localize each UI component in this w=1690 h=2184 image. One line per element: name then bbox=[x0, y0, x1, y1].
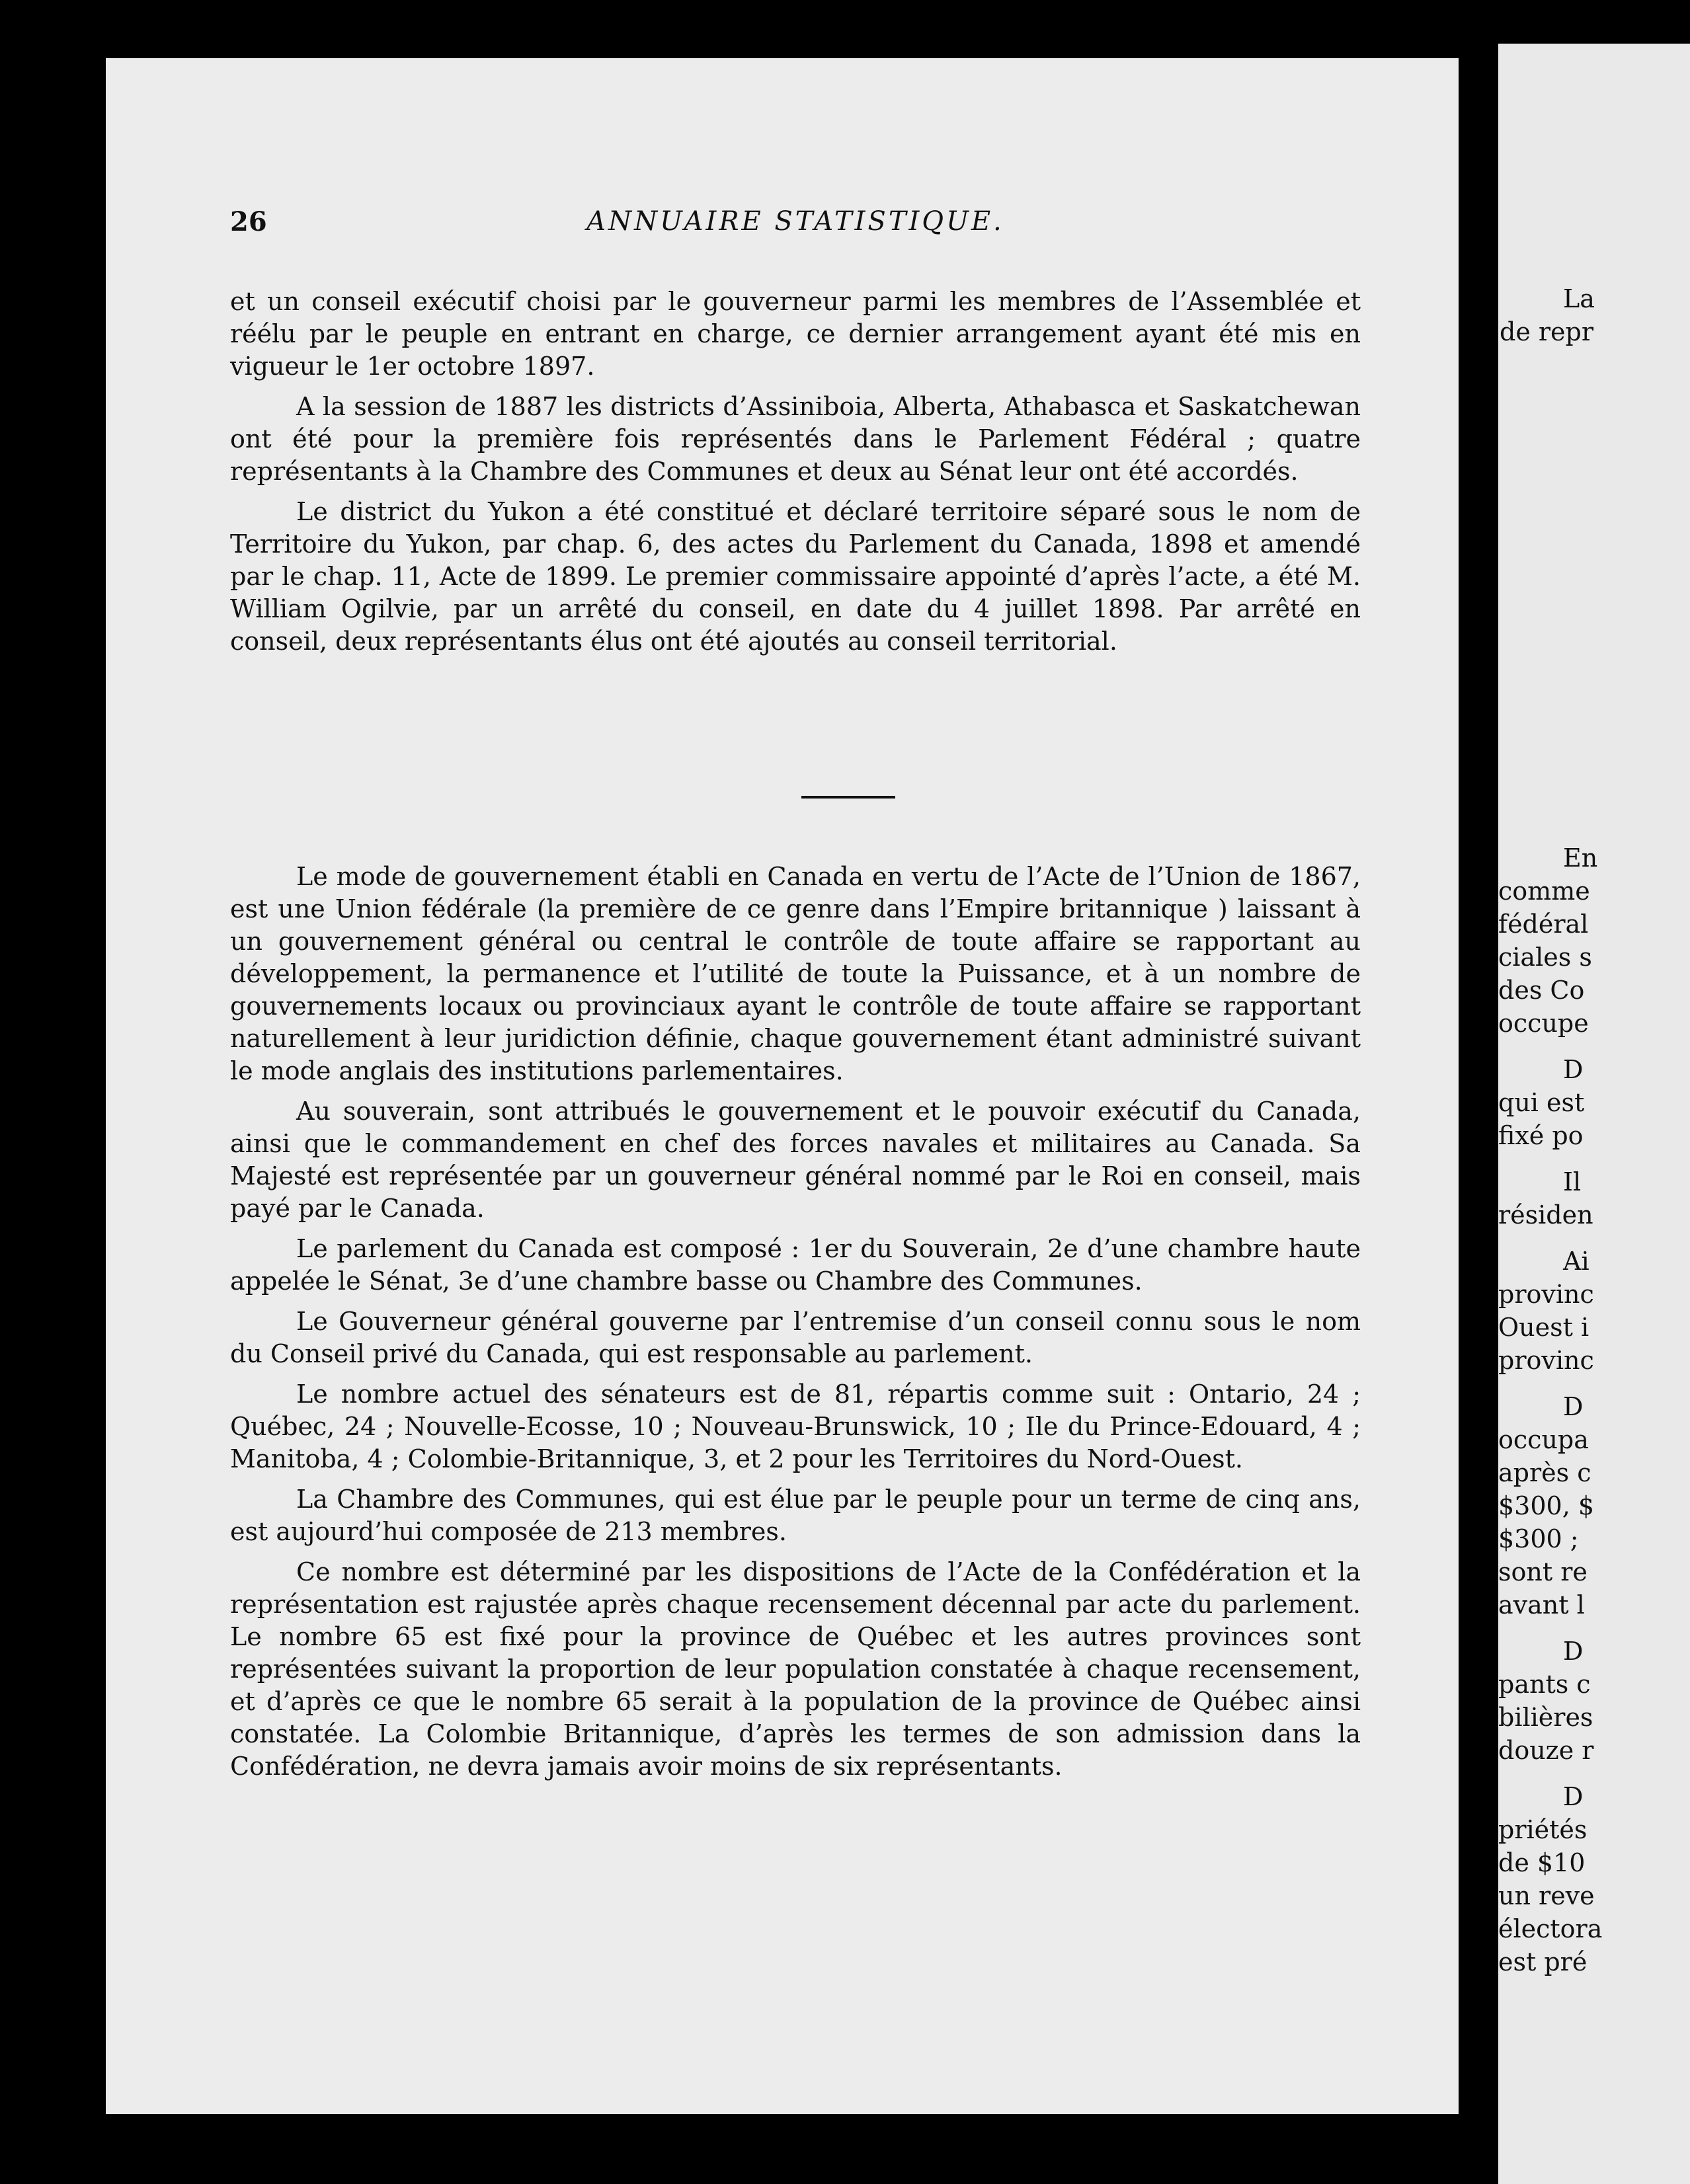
paragraph: La Chambre des Communes, qui est élue par le peuple pour un terme de cinq ans, est aujourd’hui composée de 213 membres. bbox=[230, 1485, 1361, 1546]
paragraph: Ce nombre est déterminé par les dispositions de l’Acte de la Confédération et la représentation est rajustée après chaque recensement décennal par acte du parlement. Le nombre 65 est fixé pour la province de Québec et les autres provinces sont représentées suivant la proportion de leur population constatée à chaque recensement, et d’après ce que le nombre 65 serait à la population de la province de Québec ainsi constatée. La Colombie Britannique, d’après les termes de son admission dans la Confédération, ne devra jamais avoir moins de six représentants. bbox=[230, 1557, 1361, 1781]
paragraph: Le district du Yukon a été constitué et déclaré territoire séparé sous le nom de Territoire du Yukon, par chap. 6, des actes du Parlement du Canada, 1898 et amendé par le chap. 11, Acte de 1899. Le premier commissaire appointé d’après l’acte, a été M. William Ogilvie, par un arrêté du conseil, en date du 4 juillet 1898. Par arrêté en conseil, deux représentants élus ont été ajoutés au conseil territorial. bbox=[230, 497, 1361, 656]
right-page-line: Ai bbox=[1563, 1247, 1589, 1276]
right-page-line: D bbox=[1563, 1055, 1584, 1084]
paragraph: Le Gouverneur général gouverne par l’entremise d’un conseil connu sous le nom du Conseil privé du Canada, qui est responsable au parlement. bbox=[230, 1307, 1361, 1368]
right-page-line: occupe bbox=[1498, 1009, 1589, 1038]
paragraph: Le nombre actuel des sénateurs est de 81, répartis comme suit : Ontario, 24 ; Québec, 24 ; Nouvelle-Ecosse, 10 ; Nouveau-Brunswick, 10 ; Ile du Prince-Edouard, 4 ; Manitoba, 4 ; Colombie-Britannique, 3, et 2 pour les Territoires du Nord-Ouest. bbox=[230, 1380, 1361, 1473]
right-page-line: Ouest i bbox=[1498, 1313, 1589, 1342]
right-page-line: avant l bbox=[1498, 1590, 1585, 1619]
right-page-line: résiden bbox=[1498, 1200, 1593, 1229]
right-page-line: de repr bbox=[1500, 317, 1594, 346]
page-gutter bbox=[1459, 46, 1498, 2184]
paragraph: Au souverain, sont attribués le gouvernement et le pouvoir exécutif du Canada, ainsi que le commandement en chef des forces navales et militaires au Canada. Sa Majesté est représentée par un gouverneur général nommé par le Roi en conseil, mais payé par le Canada. bbox=[230, 1097, 1361, 1223]
section-territories bbox=[230, 286, 1361, 666]
right-page-line: des Co bbox=[1498, 976, 1585, 1005]
right-page-line: bilières bbox=[1498, 1703, 1593, 1732]
right-page-line: après c bbox=[1498, 1458, 1591, 1487]
right-page-line: La bbox=[1563, 284, 1595, 313]
right-page-line: $300, $ bbox=[1498, 1491, 1595, 1520]
right-page-line: D bbox=[1563, 1637, 1584, 1666]
right-page-line: Il bbox=[1563, 1167, 1582, 1196]
right-page-line: électora bbox=[1498, 1914, 1603, 1943]
right-page-line: est pré bbox=[1498, 1947, 1588, 1976]
right-page-line: douze r bbox=[1498, 1736, 1594, 1765]
right-page-line: pants c bbox=[1498, 1670, 1591, 1699]
right-page-line: En bbox=[1563, 843, 1598, 873]
right-page-line: un reve bbox=[1498, 1881, 1595, 1910]
right-page-line: qui est bbox=[1498, 1088, 1585, 1117]
running-title: ANNUAIRE STATISTIQUE. bbox=[586, 206, 1004, 237]
page-header bbox=[230, 206, 1361, 246]
right-page-line: $300 ; bbox=[1498, 1524, 1579, 1553]
right-page-line: occupa bbox=[1498, 1425, 1589, 1454]
paragraph: A la session de 1887 les districts d’Assiniboia, Alberta, Athabasca et Saskatchewan ont été pour la première fois représentés dans le Parlement Fédéral ; quatre représentants à la Chambre des Communes et deux au Sénat leur ont été accordés. bbox=[230, 392, 1361, 486]
paragraph: et un conseil exécutif choisi par le gouverneur parmi les membres de l’Assemblée et réélu par le peuple en entrant en charge, ce dernier arrangement ayant été mis en vigueur le 1er octobre 1897. bbox=[230, 287, 1361, 381]
right-page-line: sont re bbox=[1498, 1557, 1588, 1586]
right-page-line: D bbox=[1563, 1392, 1584, 1421]
right-page-line: D bbox=[1563, 1782, 1584, 1811]
section-government bbox=[230, 861, 1361, 1791]
right-page bbox=[1498, 44, 1690, 2184]
section-divider bbox=[801, 796, 895, 799]
paragraph: Le parlement du Canada est composé : 1er du Souverain, 2e d’une chambre haute appelée le Sénat, 3e d’une chambre basse ou Chambre des Communes. bbox=[230, 1234, 1361, 1296]
right-page-line: de $10 bbox=[1498, 1848, 1586, 1877]
right-page-line: provinc bbox=[1498, 1346, 1594, 1375]
right-page-line: fédéral bbox=[1498, 910, 1589, 939]
right-page-line: priétés bbox=[1498, 1815, 1588, 1844]
right-page-line: comme bbox=[1498, 877, 1590, 906]
right-page-line: ciales s bbox=[1498, 943, 1592, 972]
page-number: 26 bbox=[230, 206, 267, 237]
right-page-line: provinc bbox=[1498, 1280, 1594, 1309]
paragraph: Le mode de gouvernement établi en Canada en vertu de l’Acte de l’Union de 1867, est une Union fédérale (la première de ce genre dans l’Empire britannique ) laissant à un gouvernement général ou central le contrôle de toute affaire se rapportant au développement, la permanence et l’utilité de toute la Puissance, et à un nombre de gouvernements locaux ou provinciaux ayant le contrôle de toute affaire se rapportant naturellement à leur juridiction définie, chaque gouvernement étant administré suivant le mode anglais des institutions parlementaires. bbox=[230, 862, 1361, 1085]
right-page-line: fixé po bbox=[1498, 1121, 1584, 1150]
